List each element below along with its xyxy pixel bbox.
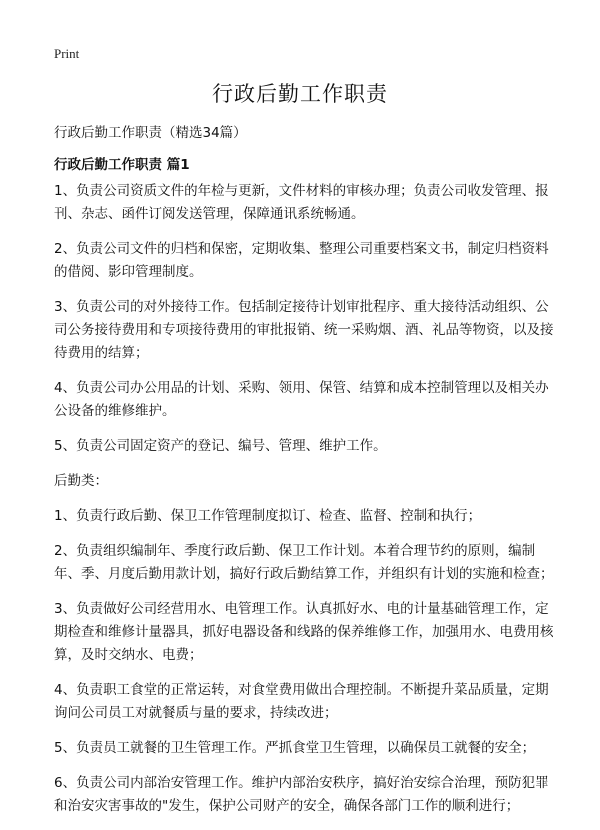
paragraph: 6、负责公司内部治安管理工作。维护内部治安秩序，搞好治安综合治理，预防犯罪和治安灾害事故的"发生，保护公司财产的安全，确保各部门工作的顺利进行； [54, 775, 549, 814]
paragraph: 2、负责公司文件的归档和保密，定期收集、整理公司重要档案文书，制定归档资料的借阅、影印管理制度。 [54, 241, 549, 280]
document-subtitle: 行政后勤工作职责（精选34篇） [54, 125, 247, 141]
paragraph: 5、负责公司固定资产的登记、编号、管理、维护工作。 [54, 438, 387, 454]
paragraph: 5、负责员工就餐的卫生管理工作。严抓食堂卫生管理，以确保员工就餐的安全； [54, 740, 536, 756]
paragraph: 3、负责做好公司经营用水、电管理工作。认真抓好水、电的计量基础管理工作，定期检查和维修计量器具，抓好电器设备和线路的保养维修工作，加强用水、电费用核算，及时交纳水、电费； [54, 601, 554, 663]
category-heading: 后勤类： [54, 473, 108, 489]
print-link[interactable]: Print [54, 46, 80, 61]
page-title: 行政后勤工作职责 [212, 82, 388, 106]
paragraph: 1、负责公司资质文件的年检与更新，文件材料的审核办理；负责公司收发管理、报刊、杂志、函件订阅发送管理，保障通讯系统畅通。 [54, 183, 549, 222]
paragraph: 2、负责组织编制年、季度行政后勤、保卫工作计划。本着合理节约的原则，编制年、季、月度后勤用款计划，搞好行政后勤结算工作，并组织有计划的实施和检查； [54, 543, 554, 582]
paragraph: 4、负责职工食堂的正常运转，对食堂费用做出合理控制。不断提升菜品质量，定期询问公司员工对就餐质与量的要求，持续改进； [54, 682, 549, 721]
section-heading: 行政后勤工作职责 篇1 [54, 157, 190, 173]
paragraph: 1、负责行政后勤、保卫工作管理制度拟订、检查、监督、控制和执行； [54, 508, 482, 524]
paragraph: 4、负责公司办公用品的计划、采购、领用、保管、结算和成本控制管理以及相关办公设备的维修维护。 [54, 380, 549, 419]
document-body [54, 180, 554, 830]
paragraph: 3、负责公司的对外接待工作。包括制定接待计划审批程序、重大接待活动组织、公司公务接待费用和专项接待费用的审批报销、统一采购烟、酒、礼品等物资，以及接待费用的结算； [54, 299, 554, 361]
